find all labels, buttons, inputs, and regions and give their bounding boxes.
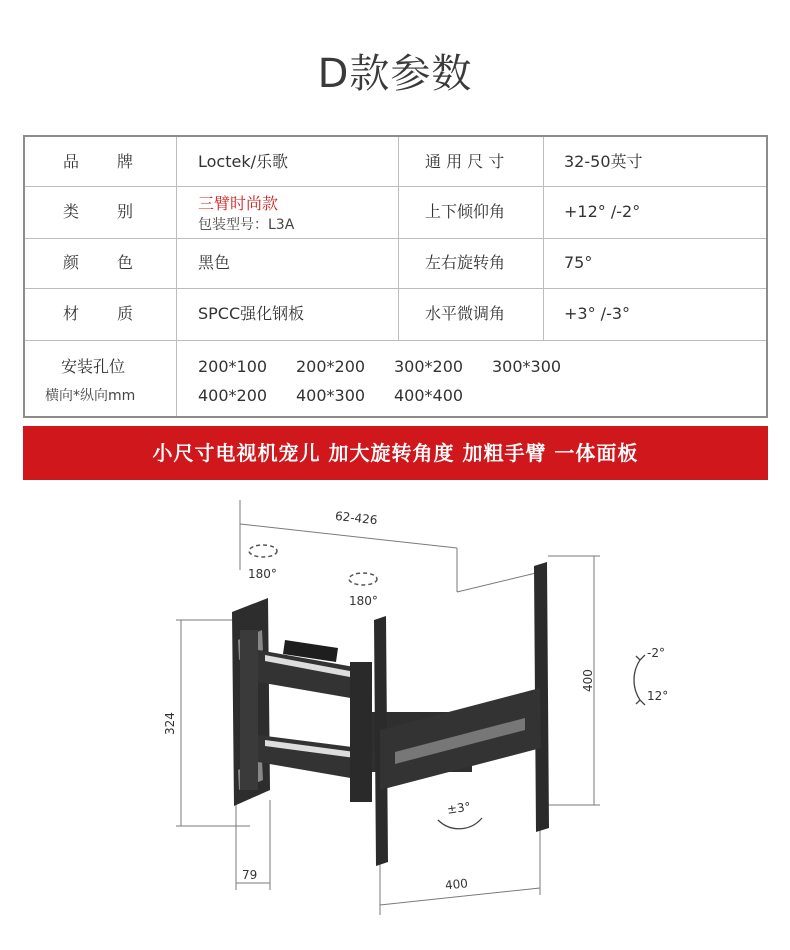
vesa-label: 安装孔位 xyxy=(61,357,126,376)
brand-value: Loctek/乐歌 xyxy=(198,152,288,171)
spec-table xyxy=(23,135,768,418)
size-label: 通 用 尺 寸 xyxy=(425,152,505,171)
depth-label: 79 xyxy=(242,868,258,882)
col-divider xyxy=(176,137,177,416)
material-label: 质 xyxy=(117,304,134,323)
left-height-label: 324 xyxy=(163,712,177,735)
category-label: 别 xyxy=(117,202,134,221)
tilt-down-label: 12° xyxy=(647,689,669,703)
vesa-option: 200*100 xyxy=(198,357,268,376)
category-label: 类 xyxy=(63,202,80,221)
arrow-up-icon xyxy=(636,655,645,660)
swivel-label: 左右旋转角 xyxy=(425,253,506,272)
material-value: SPCC强化钢板 xyxy=(198,304,305,323)
tilt-up-label: -2° xyxy=(647,646,665,660)
tilt-label: 上下倾仰角 xyxy=(425,202,506,221)
vesa-option: 300*200 xyxy=(394,357,464,376)
color-value: 黑色 xyxy=(198,253,231,272)
level-label: 水平微调角 xyxy=(425,304,506,323)
vesa-option: 400*200 xyxy=(198,386,268,405)
tilt-arc-icon xyxy=(634,660,640,700)
rotate-left-label: 180° xyxy=(248,567,277,581)
arrow-down-icon xyxy=(636,700,645,705)
level-value: +3° /-3° xyxy=(564,304,631,323)
row-divider xyxy=(25,238,766,239)
brand-label: 品 xyxy=(63,152,80,171)
rotate-right-label: 180° xyxy=(349,594,378,608)
material-label: 材 xyxy=(63,304,80,323)
page-title: D款参数 xyxy=(317,51,473,97)
package-model: 包装型号：L3A xyxy=(198,217,295,233)
vesa-option: 400*300 xyxy=(296,386,366,405)
feature-banner: 小尺寸电视机宠儿 加大旋转角度 加粗手臂 一体面板 xyxy=(23,426,768,480)
row-divider xyxy=(25,186,766,187)
vesa-option: 200*200 xyxy=(296,357,366,376)
level-arc-icon xyxy=(438,818,482,829)
col-divider xyxy=(543,137,544,340)
size-value: 32-50英寸 xyxy=(564,152,643,171)
level-adjust-label: ±3° xyxy=(446,799,472,817)
category-value: 三臂时尚款 xyxy=(198,194,279,213)
col-divider xyxy=(398,137,399,340)
tilt-value: +12° /-2° xyxy=(564,202,641,221)
wall-plate xyxy=(232,598,270,806)
bottom-width-label: 400 xyxy=(444,876,469,893)
row-divider xyxy=(25,340,766,341)
row-divider xyxy=(25,288,766,289)
swivel-value: 75° xyxy=(564,253,593,272)
vesa-option: 400*400 xyxy=(394,386,464,405)
vesa-label-unit: 横向*纵向mm xyxy=(45,388,136,404)
color-label: 色 xyxy=(117,253,134,272)
right-height-label: 400 xyxy=(581,669,595,692)
vesa-option: 300*300 xyxy=(492,357,562,376)
color-label: 颜 xyxy=(63,253,80,272)
brand-label: 牌 xyxy=(117,152,134,171)
width-range-label: 62-426 xyxy=(334,508,379,528)
mount-diagram xyxy=(0,480,790,950)
